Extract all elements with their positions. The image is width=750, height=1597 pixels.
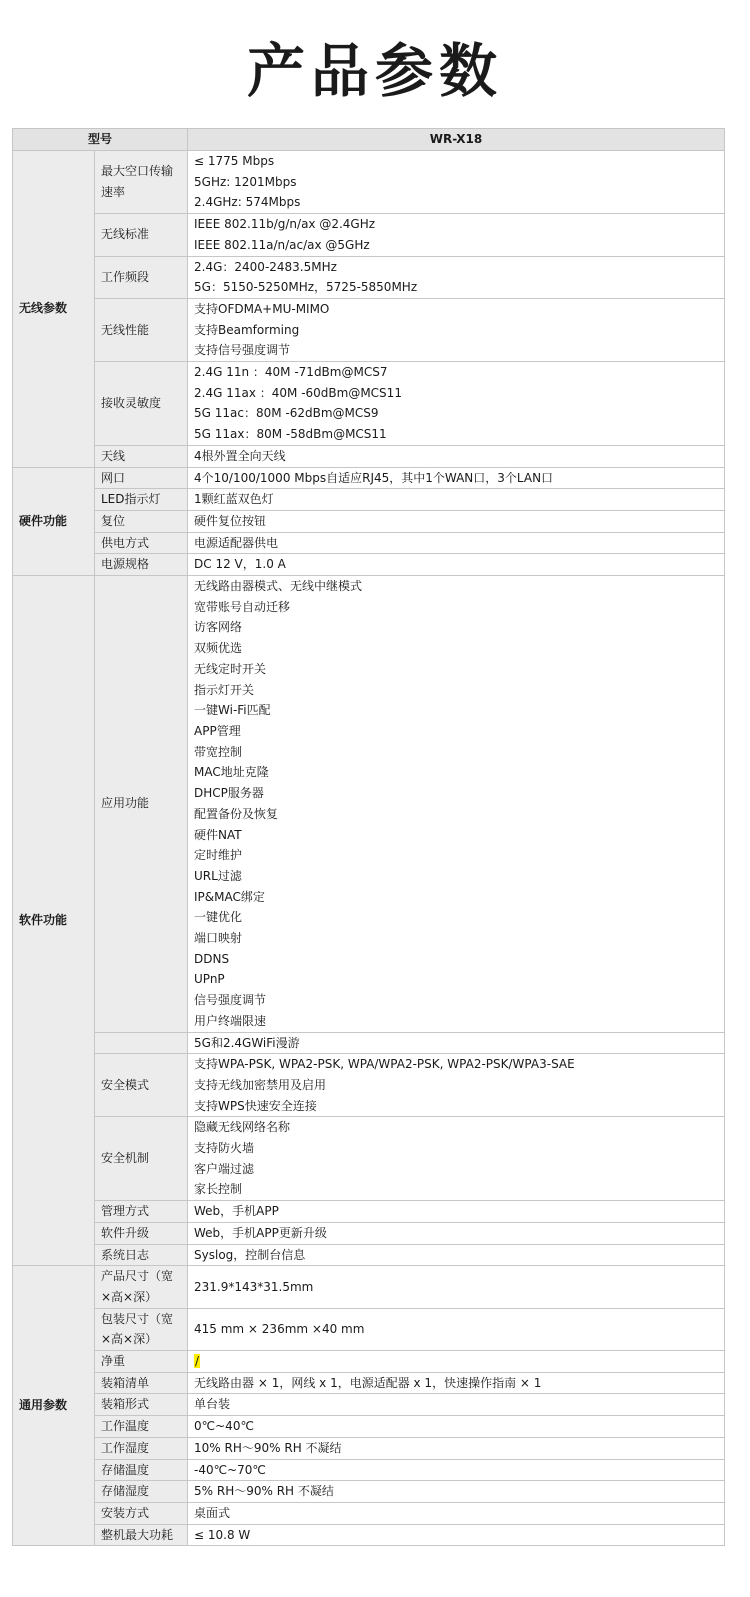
param-value-line: 家长控制	[194, 1182, 243, 1197]
param-value-line: 指示灯开关	[194, 682, 255, 697]
param-value-line: 硬件NAT	[194, 827, 242, 842]
param-value	[188, 1054, 725, 1117]
section-title-general: 通用参数	[13, 1266, 95, 1546]
spec-table-body	[13, 129, 725, 1546]
param-value	[188, 1416, 725, 1438]
section-title-software: 软件功能	[13, 576, 95, 1266]
param-name: 无线标准	[95, 214, 188, 256]
table-row	[13, 1372, 725, 1394]
table-header-row	[13, 129, 725, 151]
param-value	[188, 554, 725, 576]
param-value-line: 2.4GHz: 574Mbps	[194, 195, 301, 210]
param-value	[188, 1524, 725, 1546]
param-value	[188, 362, 725, 446]
param-name: 工作湿度	[95, 1437, 188, 1459]
param-value-line: 桌面式	[194, 1506, 231, 1520]
section-title-wireless: 无线参数	[13, 151, 95, 468]
param-name: 电源规格	[95, 554, 188, 576]
param-value-line: 支持WPS快速安全连接	[194, 1098, 317, 1113]
table-row	[13, 1416, 725, 1438]
param-value	[188, 1459, 725, 1481]
param-value-line: DC 12 V，1.0 A	[194, 557, 286, 572]
param-value-line: 定时维护	[194, 848, 243, 863]
param-value	[188, 510, 725, 532]
param-value-line: 5G 11ac：80M -62dBm@MCS9	[194, 406, 379, 421]
param-value	[188, 1351, 725, 1373]
param-value-line: 2.4G 11ax ：40M -60dBm@MCS11	[194, 385, 402, 400]
param-value-line: 一键优化	[194, 910, 243, 925]
param-value	[188, 1117, 725, 1201]
param-value-line: 4个10/100/1000 Mbps自适应RJ45，其中1个WAN口，3个LAN口	[194, 470, 554, 485]
param-name: LED指示灯	[95, 489, 188, 511]
param-value-line: MAC地址克隆	[194, 765, 269, 780]
model-label: 型号	[13, 129, 188, 151]
param-value-line: 0℃~40℃	[194, 1419, 254, 1434]
param-name: 应用功能	[95, 576, 188, 1032]
param-name: 工作温度	[95, 1416, 188, 1438]
param-value	[188, 151, 725, 214]
table-row	[13, 554, 725, 576]
param-value-line: Web，手机APP更新升级	[194, 1225, 327, 1240]
param-name: 系统日志	[95, 1244, 188, 1266]
param-name	[95, 1032, 188, 1054]
param-name: 软件升级	[95, 1222, 188, 1244]
param-value-line: 单台装	[194, 1397, 231, 1412]
param-value-line-wrap	[194, 1351, 718, 1372]
param-value	[188, 1437, 725, 1459]
param-name: 安全机制	[95, 1117, 188, 1201]
table-row	[13, 467, 725, 489]
table-row	[13, 362, 725, 446]
param-name: 天线	[95, 445, 188, 467]
param-name: 供电方式	[95, 532, 188, 554]
table-row	[13, 256, 725, 298]
param-name: 存储湿度	[95, 1481, 188, 1503]
param-value-line: 支持信号强度调节	[194, 343, 291, 358]
section-title-hardware: 硬件功能	[13, 467, 95, 576]
param-name: 最大空口传输速率	[95, 151, 188, 214]
param-value	[188, 576, 725, 1032]
param-value-line: IEEE 802.11b/g/n/ax @2.4GHz	[194, 217, 376, 232]
param-value-line: 5G：5150-5250MHz，5725-5850MHz	[194, 280, 418, 295]
param-value-line: APP管理	[194, 723, 241, 738]
param-value	[188, 1222, 725, 1244]
param-value	[188, 1481, 725, 1503]
param-value-line: 支持Beamforming	[194, 322, 300, 337]
param-value	[188, 1244, 725, 1266]
param-value	[188, 1266, 725, 1308]
param-value	[188, 1032, 725, 1054]
param-value-line: DHCP服务器	[194, 786, 264, 801]
param-value-line: 配置备份及恢复	[194, 806, 279, 821]
table-row	[13, 1266, 725, 1308]
table-row	[13, 510, 725, 532]
param-name: 安装方式	[95, 1503, 188, 1525]
table-row	[13, 1437, 725, 1459]
param-value	[188, 1372, 725, 1394]
param-value	[188, 298, 725, 361]
param-value-line: 硬件复位按钮	[194, 513, 267, 528]
table-row	[13, 1032, 725, 1054]
param-name: 无线性能	[95, 298, 188, 361]
param-value-line: 4根外置全向天线	[194, 448, 286, 463]
param-value-line: UPnP	[194, 972, 225, 987]
param-value	[188, 214, 725, 256]
param-name: 装箱形式	[95, 1394, 188, 1416]
table-row	[13, 1222, 725, 1244]
param-value	[188, 1201, 725, 1223]
param-value-line: 2.4G：2400-2483.5MHz	[194, 259, 337, 274]
table-row	[13, 1054, 725, 1117]
table-row	[13, 1503, 725, 1525]
table-row	[13, 445, 725, 467]
param-value-line: 端口映射	[194, 931, 243, 946]
param-name: 存储温度	[95, 1459, 188, 1481]
param-name: 管理方式	[95, 1201, 188, 1223]
param-value-line: 一键Wi-Fi匹配	[194, 703, 271, 718]
table-row	[13, 1524, 725, 1546]
table-row	[13, 1201, 725, 1223]
param-name: 包装尺寸（宽×高×深）	[95, 1308, 188, 1350]
table-row	[13, 1117, 725, 1201]
param-value-line: 5GHz: 1201Mbps	[194, 174, 297, 189]
param-value	[188, 532, 725, 554]
table-row	[13, 1394, 725, 1416]
param-value-line: Syslog，控制台信息	[194, 1247, 306, 1262]
param-value-line: IP&MAC绑定	[194, 889, 265, 904]
param-value	[188, 256, 725, 298]
table-row	[13, 489, 725, 511]
param-value-line: 宽带账号自动迁移	[194, 599, 291, 614]
param-value-line: 用户终端限速	[194, 1013, 267, 1028]
param-value-line: 5% RH～90% RH 不凝结	[194, 1484, 334, 1499]
param-value-line: 415 mm × 236mm ×40 mm	[194, 1322, 365, 1337]
param-value-line: 1颗红蓝双色灯	[194, 492, 274, 507]
param-name: 安全模式	[95, 1054, 188, 1117]
param-value-line: 双频优选	[194, 641, 243, 656]
param-value-line: 231.9*143*31.5mm	[194, 1279, 314, 1294]
param-value-line: DDNS	[194, 951, 230, 966]
param-value-line: 5G 11ax：80M -58dBm@MCS11	[194, 427, 387, 442]
param-name: 工作频段	[95, 256, 188, 298]
table-row	[13, 151, 725, 214]
param-name: 产品尺寸（宽×高×深）	[95, 1266, 188, 1308]
table-row	[13, 1308, 725, 1350]
param-value-line: 无线路由器 × 1，网线 x 1，电源适配器 x 1，快速操作指南 × 1	[194, 1375, 542, 1390]
param-value-line: 隐藏无线网络名称	[194, 1120, 291, 1135]
param-name: 接收灵敏度	[95, 362, 188, 446]
param-value-line: 无线定时开关	[194, 661, 267, 676]
param-value-line: 信号强度调节	[194, 993, 267, 1008]
param-value-line: Web，手机APP	[194, 1204, 279, 1219]
table-row	[13, 1459, 725, 1481]
table-row	[13, 214, 725, 256]
spec-table	[12, 128, 725, 1546]
table-row	[13, 532, 725, 554]
param-value-line: 支持无线加密禁用及启用	[194, 1077, 327, 1092]
param-value-line: 电源适配器供电	[194, 535, 279, 550]
param-value-line: 10% RH～90% RH 不凝结	[194, 1440, 342, 1455]
model-value: WR-X18	[188, 129, 725, 151]
param-value	[188, 1394, 725, 1416]
param-value-line: 支持WPA-PSK, WPA2-PSK, WPA/WPA2-PSK, WPA2-PSK/WPA3-SAE	[194, 1057, 575, 1072]
param-name: 装箱清单	[95, 1372, 188, 1394]
param-value-line: 5G和2.4GWiFi漫游	[194, 1035, 300, 1050]
table-row	[13, 576, 725, 1032]
param-value-line: 2.4G 11n ：40M -71dBm@MCS7	[194, 365, 388, 380]
param-value-line: 支持OFDMA+MU-MIMO	[194, 301, 330, 316]
param-value-line: ≤ 1775 Mbps	[194, 154, 275, 168]
param-name: 整机最大功耗	[95, 1524, 188, 1546]
param-value	[188, 1503, 725, 1525]
param-value	[188, 489, 725, 511]
page-title: 产品参数	[246, 37, 503, 105]
param-value-line: 访客网络	[194, 620, 243, 635]
param-name: 净重	[95, 1351, 188, 1373]
table-row	[13, 1244, 725, 1266]
param-value-line: ≤ 10.8 W	[194, 1527, 251, 1542]
param-value-line: 无线路由器模式、无线中继模式	[194, 579, 363, 594]
param-value	[188, 1308, 725, 1350]
param-value-line: 客户端过滤	[194, 1161, 255, 1176]
table-row	[13, 1351, 725, 1373]
param-value-line: /	[195, 1354, 200, 1369]
table-row	[13, 1481, 725, 1503]
param-value-line: 带宽控制	[194, 744, 243, 759]
param-value-line: -40℃~70℃	[194, 1462, 266, 1477]
param-value	[188, 467, 725, 489]
param-value-line: 支持防火墙	[194, 1141, 255, 1156]
param-name: 网口	[95, 467, 188, 489]
param-name: 复位	[95, 510, 188, 532]
param-value	[188, 445, 725, 467]
param-value-line: IEEE 802.11a/n/ac/ax @5GHz	[194, 237, 370, 252]
param-value-line: URL过滤	[194, 868, 242, 883]
table-row	[13, 298, 725, 361]
